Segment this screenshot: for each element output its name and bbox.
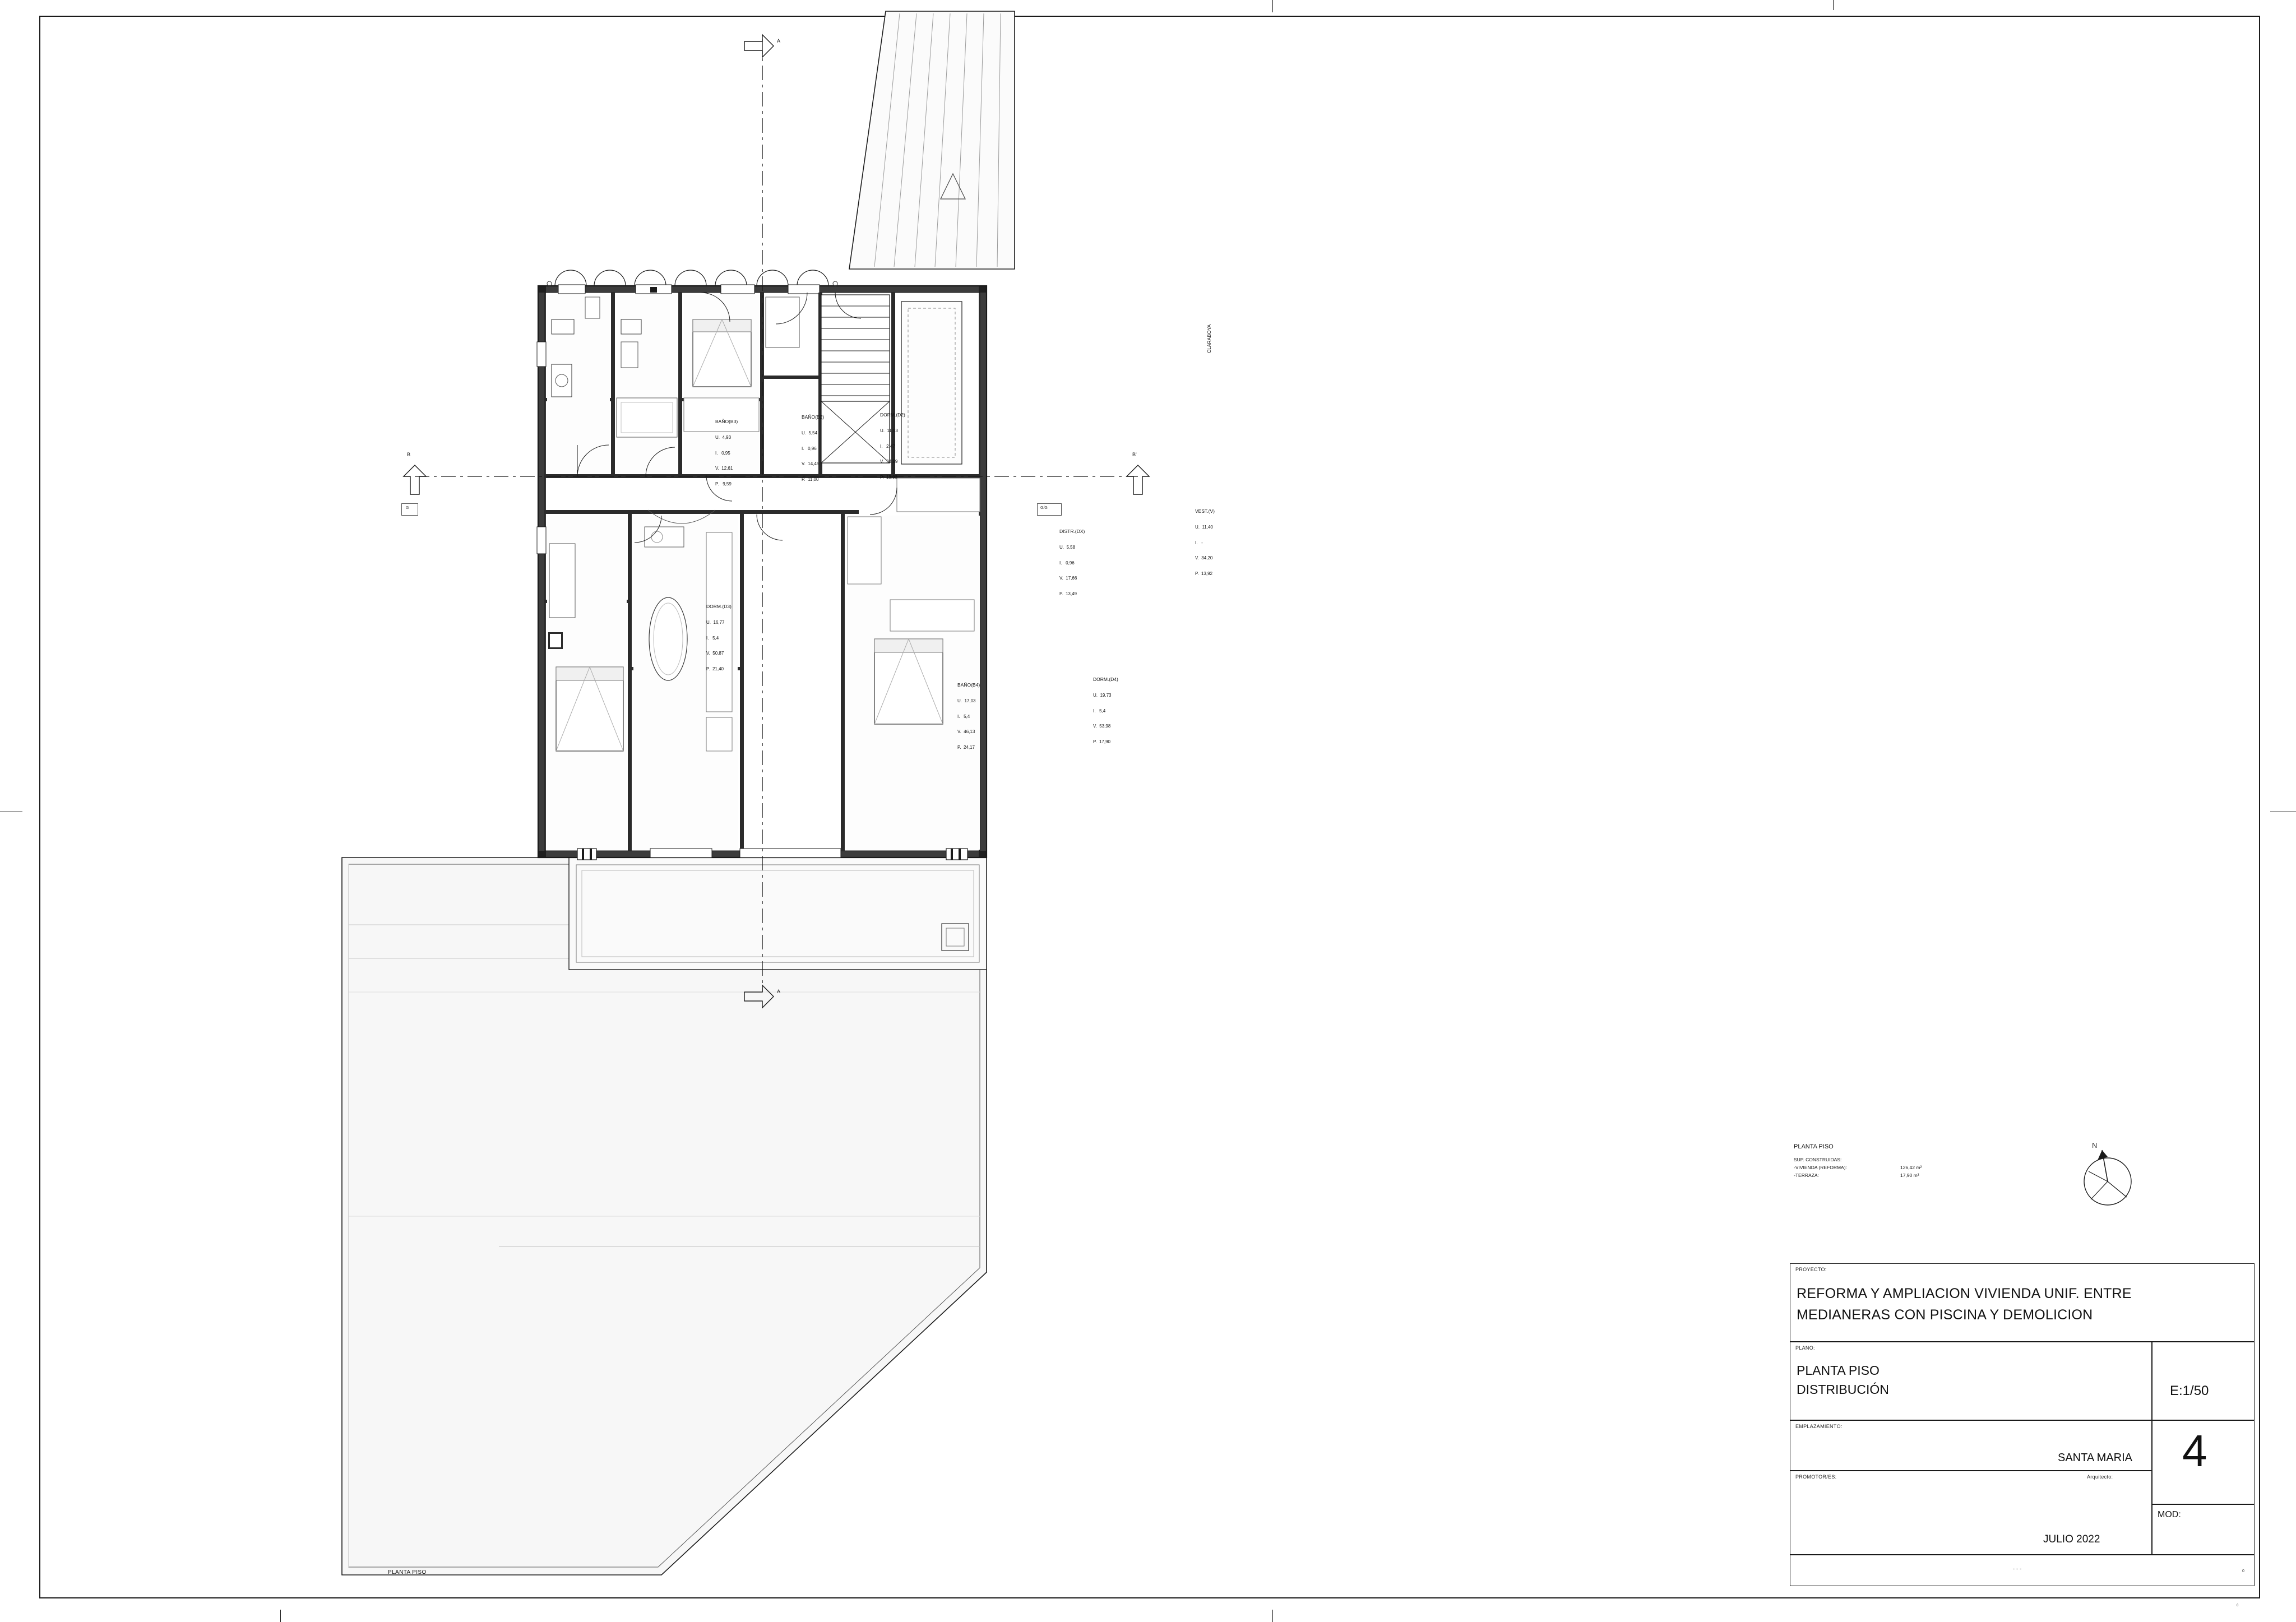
tb-plan-cell: [1790, 1342, 2152, 1420]
tb-bottom-strip: [1790, 1555, 2255, 1586]
section-label-a-top: A: [777, 38, 781, 44]
room-label-bano4: BAÑO(B4) U. 17,03 I. 5,4 V. 46,13 P. 24,17: [957, 682, 980, 750]
sheet-footer-code: 0: [2237, 1604, 2239, 1607]
tb-plan-label: PLANO:: [1795, 1345, 1815, 1351]
section-label-b-right: B': [1132, 452, 1137, 457]
tb-bottom-dash: - - -: [2013, 1566, 2022, 1572]
room-label-dorm4: DORM.(D4) U. 19,73 I. 5,4 V. 53,98 P. 17,90: [1093, 676, 1118, 744]
tb-project-title-2: MEDIANERAS CON PISCINA Y DEMOLICION: [1797, 1307, 2093, 1323]
legend-row-label-1: -VIVIENDA (REFORMA):: [1794, 1165, 1847, 1170]
section-label-a-bottom: A: [777, 989, 781, 994]
tb-plan-title-1: PLANTA PISO: [1797, 1363, 1880, 1378]
tb-location-value: SANTA MARIA: [2058, 1452, 2132, 1464]
tb-sheet-number: 4: [2182, 1426, 2207, 1476]
room-label-bano2: BAÑO(B2) U. 5,54 I. 0,96 V. 14,45 P. 11,00: [802, 414, 825, 482]
room-label-dorm2: DORM.(D2) U. 11,53 I. 2,47 V. 34,59 P. 13,93: [880, 412, 905, 480]
tb-promoter-label: PROMOTOR/ES:: [1795, 1474, 1837, 1480]
legend-row-label-2: -TERRAZA:: [1794, 1173, 1819, 1178]
crop-mark-bottom-a: [280, 1610, 281, 1622]
room-label-vest: VEST.(V) U. 11,40 I. - V. 34,20 P. 13,92: [1195, 508, 1215, 576]
tb-date: JULIO 2022: [2043, 1533, 2100, 1545]
tb-scale-value: E:1/50: [2170, 1383, 2209, 1398]
marker-g-left: [401, 503, 418, 516]
tb-mod-label: MOD:: [2158, 1510, 2181, 1519]
tb-architect-label: Arquitecto:: [2087, 1474, 2113, 1480]
floor-plan-drawing: [314, 6, 1379, 1592]
section-label-b-left: B: [407, 452, 411, 457]
room-label-dorm3: DORM.(D3) U. 16,77 I. 5,4 V. 50,87 P. 21,40: [706, 604, 732, 671]
site-outline: [314, 6, 1379, 1592]
legend-row-value-1: 126,42 m²: [1900, 1165, 1922, 1170]
tb-project-cell: [1790, 1263, 2255, 1342]
legend-row-value-2: 17,90 m²: [1900, 1173, 1919, 1178]
crop-mark-top-right: [1833, 0, 1834, 10]
marker-gg-right-label: G/G: [1040, 506, 1048, 510]
tb-project-title-1: REFORMA Y AMPLIACION VIVIENDA UNIF. ENTRE: [1797, 1286, 2132, 1301]
room-label-claraboya: CLARABOYA: [1206, 324, 1212, 353]
tb-project-label: PROYECTO:: [1795, 1267, 1827, 1272]
tb-location-label: EMPLAZAMIENTO:: [1795, 1424, 1843, 1429]
crop-mark-bottom-b: [1272, 1610, 1273, 1622]
drawing-caption: PLANTA PISO: [388, 1569, 427, 1575]
north-compass: [2068, 1138, 2147, 1216]
area-legend: [1794, 1143, 2035, 1205]
sheet-corner-code: 0: [2242, 1569, 2244, 1573]
tb-plan-title-2: DISTRIBUCIÓN: [1797, 1382, 1889, 1397]
legend-row-label-0: SUP. CONSTRUIDAS:: [1794, 1157, 1842, 1162]
tb-scale-cell: [2152, 1342, 2255, 1420]
legend-title: PLANTA PISO: [1794, 1143, 1834, 1150]
room-label-distr: DISTR.(DX) U. 5,58 I. 0,96 V. 17,66 P. 13,49: [1059, 529, 1085, 596]
title-block: [1790, 1263, 2255, 1588]
room-label-bano3: BAÑO(B3) U. 4,93 I. 0,95 V. 12,61 P. 9,59: [715, 419, 738, 486]
compass-north-label: N: [2092, 1141, 2098, 1150]
compass-icon: [2068, 1138, 2147, 1216]
marker-g-left-label: G: [406, 506, 409, 510]
